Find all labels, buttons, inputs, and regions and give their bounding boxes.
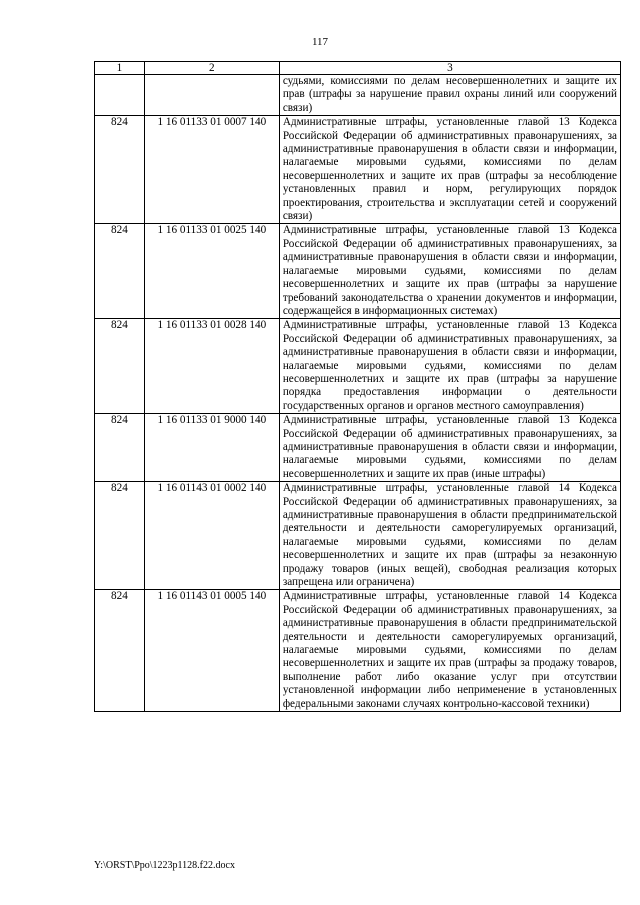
- budget-code-table: [94, 61, 621, 712]
- budget-code-cell: 1 16 01133 01 0028 140: [144, 319, 279, 414]
- budget-code-cell: [144, 75, 279, 116]
- header-row: [95, 62, 621, 75]
- document-file-path: Y:\ORST\Ppo\1223p1128.f22.docx: [94, 860, 235, 871]
- budget-code-cell: 1 16 01143 01 0002 140: [144, 482, 279, 590]
- column-header-1: 1: [95, 62, 145, 75]
- description-cell: Административные штрафы, установленные главой 13 Кодекса Российской Федерации об административных правонарушениях, за административные правонарушения в области связи и информации, налагаемые мировыми судьями, комиссиями по делам несовершеннолетних и защите их прав (штрафы за несоблюдение установленных правил и норм, регулирующих порядок проектирования, строительства и эксплуатации сетей и сооружений связи): [279, 116, 620, 224]
- table-row: [95, 482, 621, 590]
- description-cell: Административные штрафы, установленные главой 13 Кодекса Российской Федерации об административных правонарушениях, за административные правонарушения в области связи и информации, налагаемые мировыми судьями, комиссиями по делам несовершеннолетних и защите их прав (штрафы за нарушение требований законодательства о хранении документов и информации, содержащейся в информационных системах): [279, 224, 620, 319]
- table-row: [95, 75, 621, 116]
- admin-code-cell: 824: [95, 116, 145, 224]
- column-header-2: 2: [144, 62, 279, 75]
- table-row: [95, 116, 621, 224]
- table-row: [95, 224, 621, 319]
- budget-code-cell: 1 16 01133 01 9000 140: [144, 414, 279, 482]
- admin-code-cell: [95, 75, 145, 116]
- description-cell: Административные штрафы, установленные главой 14 Кодекса Российской Федерации об административных правонарушениях, за административные правонарушения в области предпринимательской деятельности и деятельности саморегулируемых организаций, налагаемые мировыми судьями, комиссиями по делам несовершеннолетних и защите их прав (штрафы за продажу товаров, выполнение работ либо оказание услуг при отсутствии установленной информации либо неприменение в установленных федеральными законами случаях контрольно-кассовой техники): [279, 590, 620, 712]
- description-cell: Административные штрафы, установленные главой 14 Кодекса Российской Федерации об административных правонарушениях, за административные правонарушения в области предпринимательской деятельности и деятельности саморегулируемых организаций, налагаемые мировыми судьями, комиссиями по делам несовершеннолетних и защите их прав (штрафы за незаконную продажу товаров (иных вещей), свободная реализация которых запрещена или ограничена): [279, 482, 620, 590]
- description-cell: судьями, комиссиями по делам несовершеннолетних и защите их прав (штрафы за нарушение правил охраны линий или сооружений связи): [279, 75, 620, 116]
- table-row: [95, 590, 621, 712]
- admin-code-cell: 824: [95, 224, 145, 319]
- table-row: [95, 414, 621, 482]
- admin-code-cell: 824: [95, 482, 145, 590]
- page-number: 117: [311, 36, 329, 48]
- description-cell: Административные штрафы, установленные главой 13 Кодекса Российской Федерации об административных правонарушениях, за административные правонарушения в области связи и информации, налагаемые мировыми судьями, комиссиями по делам несовершеннолетних и защите их прав (штрафы за нарушение порядка предоставления информации о деятельности государственных органов и органов местного самоуправления): [279, 319, 620, 414]
- admin-code-cell: 824: [95, 590, 145, 712]
- column-header-3: 3: [279, 62, 620, 75]
- description-cell: Административные штрафы, установленные главой 13 Кодекса Российской Федерации об административных правонарушениях, за административные правонарушения в области связи и информации, налагаемые мировыми судьями, комиссиями по делам несовершеннолетних и защите их прав (иные штрафы): [279, 414, 620, 482]
- budget-code-cell: 1 16 01133 01 0007 140: [144, 116, 279, 224]
- table-row: [95, 319, 621, 414]
- budget-code-cell: 1 16 01133 01 0025 140: [144, 224, 279, 319]
- admin-code-cell: 824: [95, 414, 145, 482]
- admin-code-cell: 824: [95, 319, 145, 414]
- budget-code-cell: 1 16 01143 01 0005 140: [144, 590, 279, 712]
